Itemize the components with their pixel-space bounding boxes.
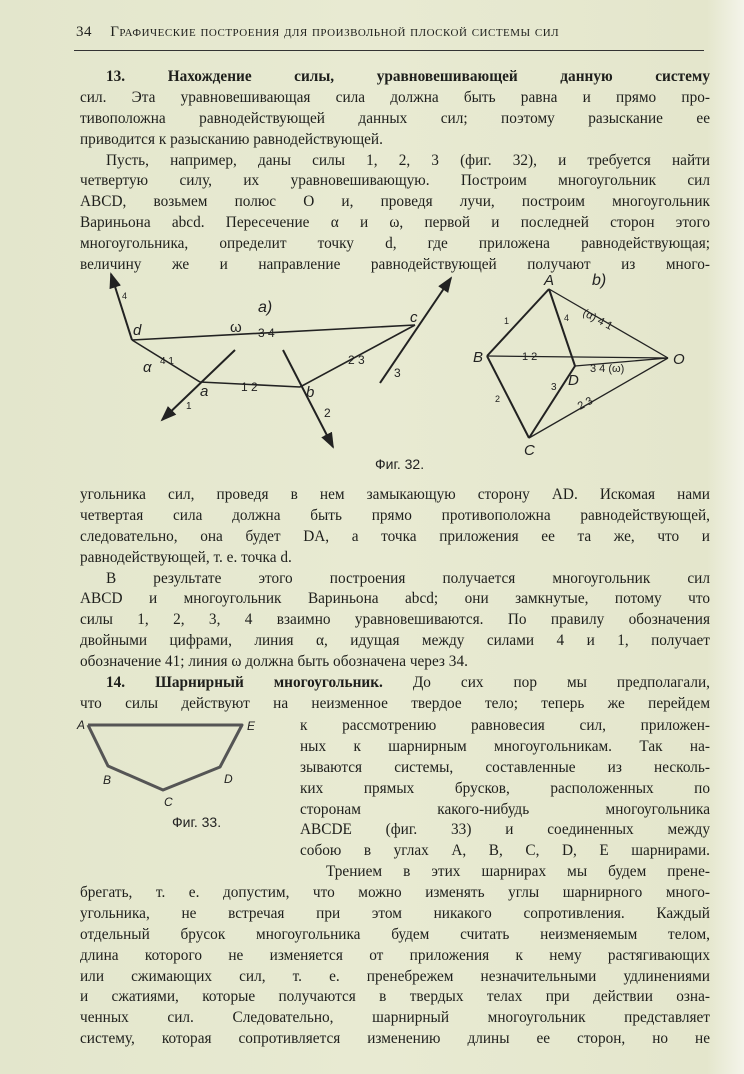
line-text: В результате этого построения получается многоугольник сил [106, 569, 710, 587]
line-text: или сжимающих сил, т. е. пренебрежем незначительными удлинениями [80, 967, 710, 985]
point-B: B [473, 349, 484, 366]
force-3-line [380, 278, 451, 383]
ray-23-label: 2 3 [575, 394, 595, 413]
line-text: к рассмотрению равновесия сил, приложен- [300, 717, 710, 734]
side-4 [549, 289, 575, 366]
line-23-label: 2 3 [348, 353, 365, 367]
page-number: 34 [76, 24, 92, 40]
fig33-hinged-polygon [88, 725, 242, 790]
force-2-label: 2 [324, 406, 331, 420]
hinge-C: C [164, 795, 173, 809]
line-text: угольника сил, проведя в нем замыкающую сторону AD. Искомая нами [80, 486, 710, 503]
ray-12 [487, 356, 668, 358]
line-text: следовательно, она будет DA, а точка приложения ее та же, что и [80, 527, 710, 545]
line-text: Вариньона abcd. Пересечение α и ω, первой и последней сторон этого [80, 214, 710, 232]
fig32-caption: Фиг. 32. [375, 456, 425, 472]
force-1-label: 1 [186, 401, 192, 412]
line-text: двойными цифрами, линия α, идущая между силами 4 и 1, получает [80, 632, 710, 650]
line-text: ABCD, возьмем полюс O и, проведя лучи, построим многоугольник [80, 193, 710, 211]
line-text: и сжатиями, которые получаются в твердых телах при действии озна- [80, 988, 710, 1006]
side-1-label: 1 [504, 316, 510, 326]
line-text: ABCDE (фиг. 33) и соединенных между [300, 821, 710, 839]
force-3-label: 3 [394, 366, 401, 380]
line-text: что силы действуют на неизменное твердое тело; теперь же перейдем [80, 694, 710, 712]
alpha-label: α [143, 359, 152, 376]
point-A: A [544, 272, 555, 289]
line-text: Пусть, например, даны силы 1, 2, 3 (фиг. 32), и требуется найти [106, 151, 710, 169]
line-41-label: 4 1 [160, 356, 174, 367]
line-text: силы 1, 2, 3, 4 взаимно уравновешиваются. По правилу обозначения [80, 611, 710, 629]
ray-34-label: 3 4 (ω) [590, 363, 625, 375]
side-3-label: 3 [551, 382, 557, 393]
panel-a-label: a) [258, 299, 273, 316]
panel-b-label: b) [592, 272, 607, 289]
line-text: отдельный брусок многоугольника будем считать неизменяемым телом, [80, 925, 710, 943]
pole-O: O [673, 351, 685, 368]
line-text: тивоположна равнодействующей данных сил; поэтому разыскание ее [80, 109, 710, 127]
line-text: многоугольника, определит точку d, где приложена равнодействующая; [80, 235, 710, 253]
line-text: сил. Эта уравновешивающая сила должна быть равна и прямо про- [80, 88, 710, 106]
line-text: приводится к разысканию равнодействующей. [80, 130, 383, 148]
line-34-label: 3 4 [258, 326, 275, 340]
line-text: угольника, не встречая при этом никакого сопротивления. Каждый [80, 904, 710, 922]
running-title: Графические построения для произвольной плоской системы сил [110, 24, 560, 40]
side-2 [487, 356, 529, 438]
line-text: зываются системы, составленные из несколь- [300, 758, 710, 776]
side-1 [487, 289, 549, 356]
line-text: ченных сил. Следовательно, шарнирный многоугольник представляет [80, 1009, 710, 1027]
line-12-label: 1 2 [241, 380, 258, 394]
hinge-A: A [77, 718, 86, 732]
hinge-D: D [224, 772, 233, 786]
point-C: C [524, 442, 535, 459]
hinge-E: E [247, 719, 256, 733]
section-heading: 13. Нахождение силы, уравновешивающей данную систему [106, 68, 710, 85]
point-d: d [133, 322, 142, 339]
line-text: сторонам какого-нибудь многоугольника [300, 800, 710, 818]
point-b: b [306, 384, 315, 401]
point-D: D [568, 372, 579, 389]
side-2-label: 2 [495, 394, 501, 404]
force-4-line [111, 274, 132, 340]
point-c: c [410, 309, 418, 326]
line-text: Трением в этих шарнирах мы будем прене- [326, 863, 710, 881]
line-text: систему, которая сопротивляется изменению длины ее сторон, но не [80, 1030, 710, 1048]
line-text: обозначение 41; линия ω должна быть обозначена через 34. [80, 653, 468, 671]
polygon-ABCDE [88, 725, 242, 790]
line-text: равнодействующей, т. е. точка d. [80, 548, 292, 566]
line-text: четвертую силу, их уравновешивающую. Построим многоугольник сил [80, 172, 710, 190]
line-text: четвертая сила должна быть прямо противоположна равнодействующей, [80, 506, 710, 524]
line-text: ABCD и многоугольник Вариньона abcd; они замкнутые, потому что [80, 590, 710, 608]
line-text: длина которого не изменяется от приложения к нему растягивающих [80, 946, 710, 964]
line-text: величину же и направление равнодействующей получают из много- [80, 256, 710, 274]
fig32b-force-polygon [487, 289, 668, 438]
point-a: a [200, 383, 209, 400]
fig33-caption: Фиг. 33. [172, 814, 222, 830]
hinge-B: B [103, 773, 112, 787]
ray-41-label: (α) 4 1 [580, 307, 615, 333]
line-text: собою в углах A, B, C, D, E шарнирами. [300, 842, 710, 860]
section-heading: 14. Шарнирный многоугольник. [106, 674, 383, 692]
line-text: До сих пор мы предполагали, [382, 674, 711, 692]
ray-12-label: 1 2 [522, 351, 538, 363]
line-text: ных к шарнирным многоугольникам. Так на- [300, 737, 710, 755]
omega-label: ω [230, 319, 242, 336]
line-text: брегать, т. е. допустим, что можно изменять углы шарнирного много- [80, 884, 710, 901]
side-4-label: 4 [564, 313, 570, 323]
line-text: ких прямых брусков, расположенных по [300, 779, 710, 797]
force-4-label: 4 [122, 291, 128, 301]
